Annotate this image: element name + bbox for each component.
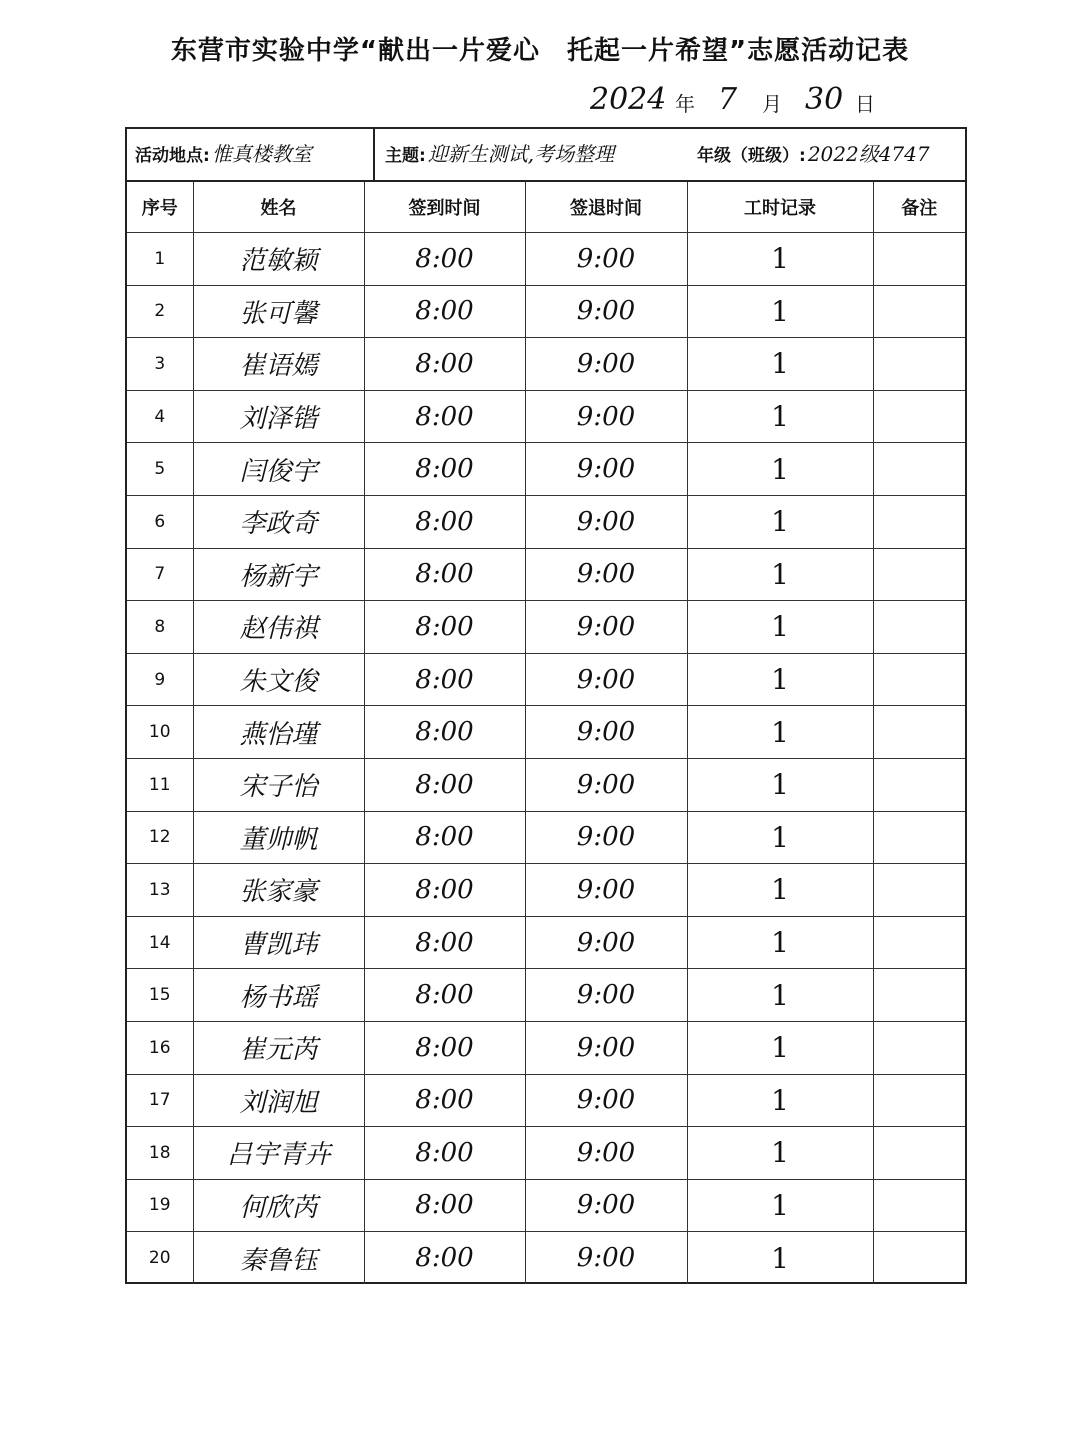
row-seq: 12 bbox=[127, 811, 193, 864]
row-checkin-time: 8:00 bbox=[364, 916, 525, 969]
table-row bbox=[127, 653, 965, 706]
row-checkout-time: 9:00 bbox=[525, 233, 687, 286]
row-note bbox=[873, 443, 965, 496]
row-name: 李政奇 bbox=[193, 495, 364, 548]
row-note bbox=[873, 1021, 965, 1074]
row-checkout-time: 9:00 bbox=[525, 548, 687, 601]
row-checkin-time: 8:00 bbox=[364, 443, 525, 496]
row-seq: 20 bbox=[127, 1232, 193, 1284]
row-note bbox=[873, 653, 965, 706]
grade-value: 2022级4747 bbox=[807, 142, 930, 166]
row-name: 朱文俊 bbox=[193, 653, 364, 706]
row-hours: 1 bbox=[687, 233, 873, 286]
day-label: 日 bbox=[855, 92, 875, 116]
row-name: 宋子怡 bbox=[193, 758, 364, 811]
row-note bbox=[873, 758, 965, 811]
row-note bbox=[873, 601, 965, 654]
row-seq: 5 bbox=[127, 443, 193, 496]
topic-label: 主题: bbox=[385, 146, 426, 166]
row-note bbox=[873, 548, 965, 601]
row-hours: 1 bbox=[687, 969, 873, 1022]
row-checkin-time: 8:00 bbox=[364, 601, 525, 654]
row-checkin-time: 8:00 bbox=[364, 706, 525, 759]
row-seq: 14 bbox=[127, 916, 193, 969]
row-name: 杨书瑶 bbox=[193, 969, 364, 1022]
row-checkout-time: 9:00 bbox=[525, 1074, 687, 1127]
table-row bbox=[127, 548, 965, 601]
row-name: 杨新宇 bbox=[193, 548, 364, 601]
row-checkin-time: 8:00 bbox=[364, 864, 525, 917]
table-row bbox=[127, 1232, 965, 1284]
row-seq: 10 bbox=[127, 706, 193, 759]
row-seq: 19 bbox=[127, 1179, 193, 1232]
row-note bbox=[873, 864, 965, 917]
row-checkin-time: 8:00 bbox=[364, 653, 525, 706]
row-checkout-time: 9:00 bbox=[525, 390, 687, 443]
table-row bbox=[127, 811, 965, 864]
row-hours: 1 bbox=[687, 548, 873, 601]
row-seq: 8 bbox=[127, 601, 193, 654]
row-name: 张可馨 bbox=[193, 285, 364, 338]
header-seq: 序号 bbox=[127, 182, 193, 233]
topic-value: 迎新生测试,考场整理 bbox=[427, 142, 615, 166]
row-checkin-time: 8:00 bbox=[364, 285, 525, 338]
row-seq: 17 bbox=[127, 1074, 193, 1127]
info-row bbox=[127, 129, 965, 182]
row-note bbox=[873, 706, 965, 759]
row-note bbox=[873, 811, 965, 864]
row-name: 刘润旭 bbox=[193, 1074, 364, 1127]
year-label: 年 bbox=[675, 92, 695, 116]
row-seq: 16 bbox=[127, 1021, 193, 1074]
row-checkout-time: 9:00 bbox=[525, 864, 687, 917]
table-row bbox=[127, 1179, 965, 1232]
row-note bbox=[873, 916, 965, 969]
row-name: 何欣芮 bbox=[193, 1179, 364, 1232]
row-name: 燕怡瑾 bbox=[193, 706, 364, 759]
row-note bbox=[873, 1179, 965, 1232]
row-checkout-time: 9:00 bbox=[525, 653, 687, 706]
month-label: 月 bbox=[762, 92, 782, 116]
row-note bbox=[873, 285, 965, 338]
row-note bbox=[873, 390, 965, 443]
row-name: 赵伟祺 bbox=[193, 601, 364, 654]
row-name: 曹凯玮 bbox=[193, 916, 364, 969]
row-checkin-time: 8:00 bbox=[364, 1074, 525, 1127]
row-checkout-time: 9:00 bbox=[525, 916, 687, 969]
row-hours: 1 bbox=[687, 916, 873, 969]
grade-cell bbox=[697, 129, 965, 180]
row-seq: 3 bbox=[127, 338, 193, 391]
row-note bbox=[873, 1127, 965, 1180]
row-checkin-time: 8:00 bbox=[364, 1021, 525, 1074]
location-label: 活动地点: bbox=[135, 146, 210, 166]
table-row bbox=[127, 390, 965, 443]
row-seq: 9 bbox=[127, 653, 193, 706]
row-checkin-time: 8:00 bbox=[364, 1179, 525, 1232]
record-sheet bbox=[125, 127, 967, 1284]
table-row bbox=[127, 233, 965, 286]
row-note bbox=[873, 495, 965, 548]
row-hours: 1 bbox=[687, 390, 873, 443]
location-cell bbox=[135, 129, 361, 180]
date-year: 2024 bbox=[590, 82, 667, 117]
topic-cell bbox=[373, 129, 701, 180]
row-hours: 1 bbox=[687, 495, 873, 548]
row-checkout-time: 9:00 bbox=[525, 969, 687, 1022]
header-row bbox=[127, 182, 965, 233]
table-row bbox=[127, 601, 965, 654]
row-note bbox=[873, 969, 965, 1022]
table-row bbox=[127, 758, 965, 811]
row-seq: 6 bbox=[127, 495, 193, 548]
table-row bbox=[127, 1127, 965, 1180]
row-checkout-time: 9:00 bbox=[525, 1021, 687, 1074]
row-hours: 1 bbox=[687, 706, 873, 759]
row-checkin-time: 8:00 bbox=[364, 338, 525, 391]
row-seq: 18 bbox=[127, 1127, 193, 1180]
row-checkout-time: 9:00 bbox=[525, 338, 687, 391]
row-checkin-time: 8:00 bbox=[364, 1127, 525, 1180]
row-hours: 1 bbox=[687, 601, 873, 654]
header-checkout: 签退时间 bbox=[525, 182, 687, 233]
date-month: 7 bbox=[718, 82, 738, 117]
row-checkin-time: 8:00 bbox=[364, 495, 525, 548]
row-hours: 1 bbox=[687, 443, 873, 496]
row-checkin-time: 8:00 bbox=[364, 233, 525, 286]
row-seq: 1 bbox=[127, 233, 193, 286]
header-notes: 备注 bbox=[873, 182, 965, 233]
table-row bbox=[127, 916, 965, 969]
row-checkout-time: 9:00 bbox=[525, 443, 687, 496]
row-name: 崔语嫣 bbox=[193, 338, 364, 391]
table-row bbox=[127, 969, 965, 1022]
header-hours: 工时记录 bbox=[687, 182, 873, 233]
row-note bbox=[873, 1232, 965, 1284]
header-name: 姓名 bbox=[193, 182, 364, 233]
location-value: 惟真楼教室 bbox=[211, 142, 312, 166]
row-seq: 15 bbox=[127, 969, 193, 1022]
row-note bbox=[873, 1074, 965, 1127]
table-row bbox=[127, 1021, 965, 1074]
row-name: 范敏颖 bbox=[193, 233, 364, 286]
row-checkout-time: 9:00 bbox=[525, 601, 687, 654]
row-note bbox=[873, 338, 965, 391]
form-title: 东营市实验中学“献出一片爱心 托起一片希望”志愿活动记表 bbox=[170, 36, 910, 66]
row-name: 吕宇青卉 bbox=[193, 1127, 364, 1180]
row-hours: 1 bbox=[687, 338, 873, 391]
row-checkin-time: 8:00 bbox=[364, 1232, 525, 1284]
row-seq: 7 bbox=[127, 548, 193, 601]
row-hours: 1 bbox=[687, 653, 873, 706]
row-seq: 13 bbox=[127, 864, 193, 917]
row-checkout-time: 9:00 bbox=[525, 706, 687, 759]
table-row bbox=[127, 495, 965, 548]
row-checkout-time: 9:00 bbox=[525, 1179, 687, 1232]
row-checkin-time: 8:00 bbox=[364, 969, 525, 1022]
row-checkin-time: 8:00 bbox=[364, 548, 525, 601]
row-checkout-time: 9:00 bbox=[525, 758, 687, 811]
table-row bbox=[127, 864, 965, 917]
table-row bbox=[127, 1074, 965, 1127]
row-name: 秦鲁钰 bbox=[193, 1232, 364, 1284]
row-checkin-time: 8:00 bbox=[364, 811, 525, 864]
table-row bbox=[127, 706, 965, 759]
attendance-table bbox=[127, 182, 965, 1284]
row-checkout-time: 9:00 bbox=[525, 811, 687, 864]
row-checkin-time: 8:00 bbox=[364, 390, 525, 443]
table-body bbox=[127, 233, 965, 1284]
row-name: 董帅帆 bbox=[193, 811, 364, 864]
row-hours: 1 bbox=[687, 1074, 873, 1127]
row-hours: 1 bbox=[687, 285, 873, 338]
row-checkout-time: 9:00 bbox=[525, 1127, 687, 1180]
date-day: 30 bbox=[805, 82, 844, 117]
table-row bbox=[127, 443, 965, 496]
row-seq: 2 bbox=[127, 285, 193, 338]
row-hours: 1 bbox=[687, 1232, 873, 1284]
row-checkin-time: 8:00 bbox=[364, 758, 525, 811]
row-checkout-time: 9:00 bbox=[525, 285, 687, 338]
row-hours: 1 bbox=[687, 1179, 873, 1232]
row-checkout-time: 9:00 bbox=[525, 1232, 687, 1284]
grade-label: 年级（班级）: bbox=[697, 146, 806, 166]
row-hours: 1 bbox=[687, 1021, 873, 1074]
row-checkout-time: 9:00 bbox=[525, 495, 687, 548]
table-row bbox=[127, 338, 965, 391]
row-hours: 1 bbox=[687, 758, 873, 811]
row-hours: 1 bbox=[687, 1127, 873, 1180]
header-checkin: 签到时间 bbox=[364, 182, 525, 233]
row-note bbox=[873, 233, 965, 286]
table-row bbox=[127, 285, 965, 338]
row-name: 闫俊宇 bbox=[193, 443, 364, 496]
row-name: 刘泽锴 bbox=[193, 390, 364, 443]
row-hours: 1 bbox=[687, 864, 873, 917]
row-seq: 4 bbox=[127, 390, 193, 443]
row-hours: 1 bbox=[687, 811, 873, 864]
row-name: 张家豪 bbox=[193, 864, 364, 917]
row-name: 崔元芮 bbox=[193, 1021, 364, 1074]
row-seq: 11 bbox=[127, 758, 193, 811]
